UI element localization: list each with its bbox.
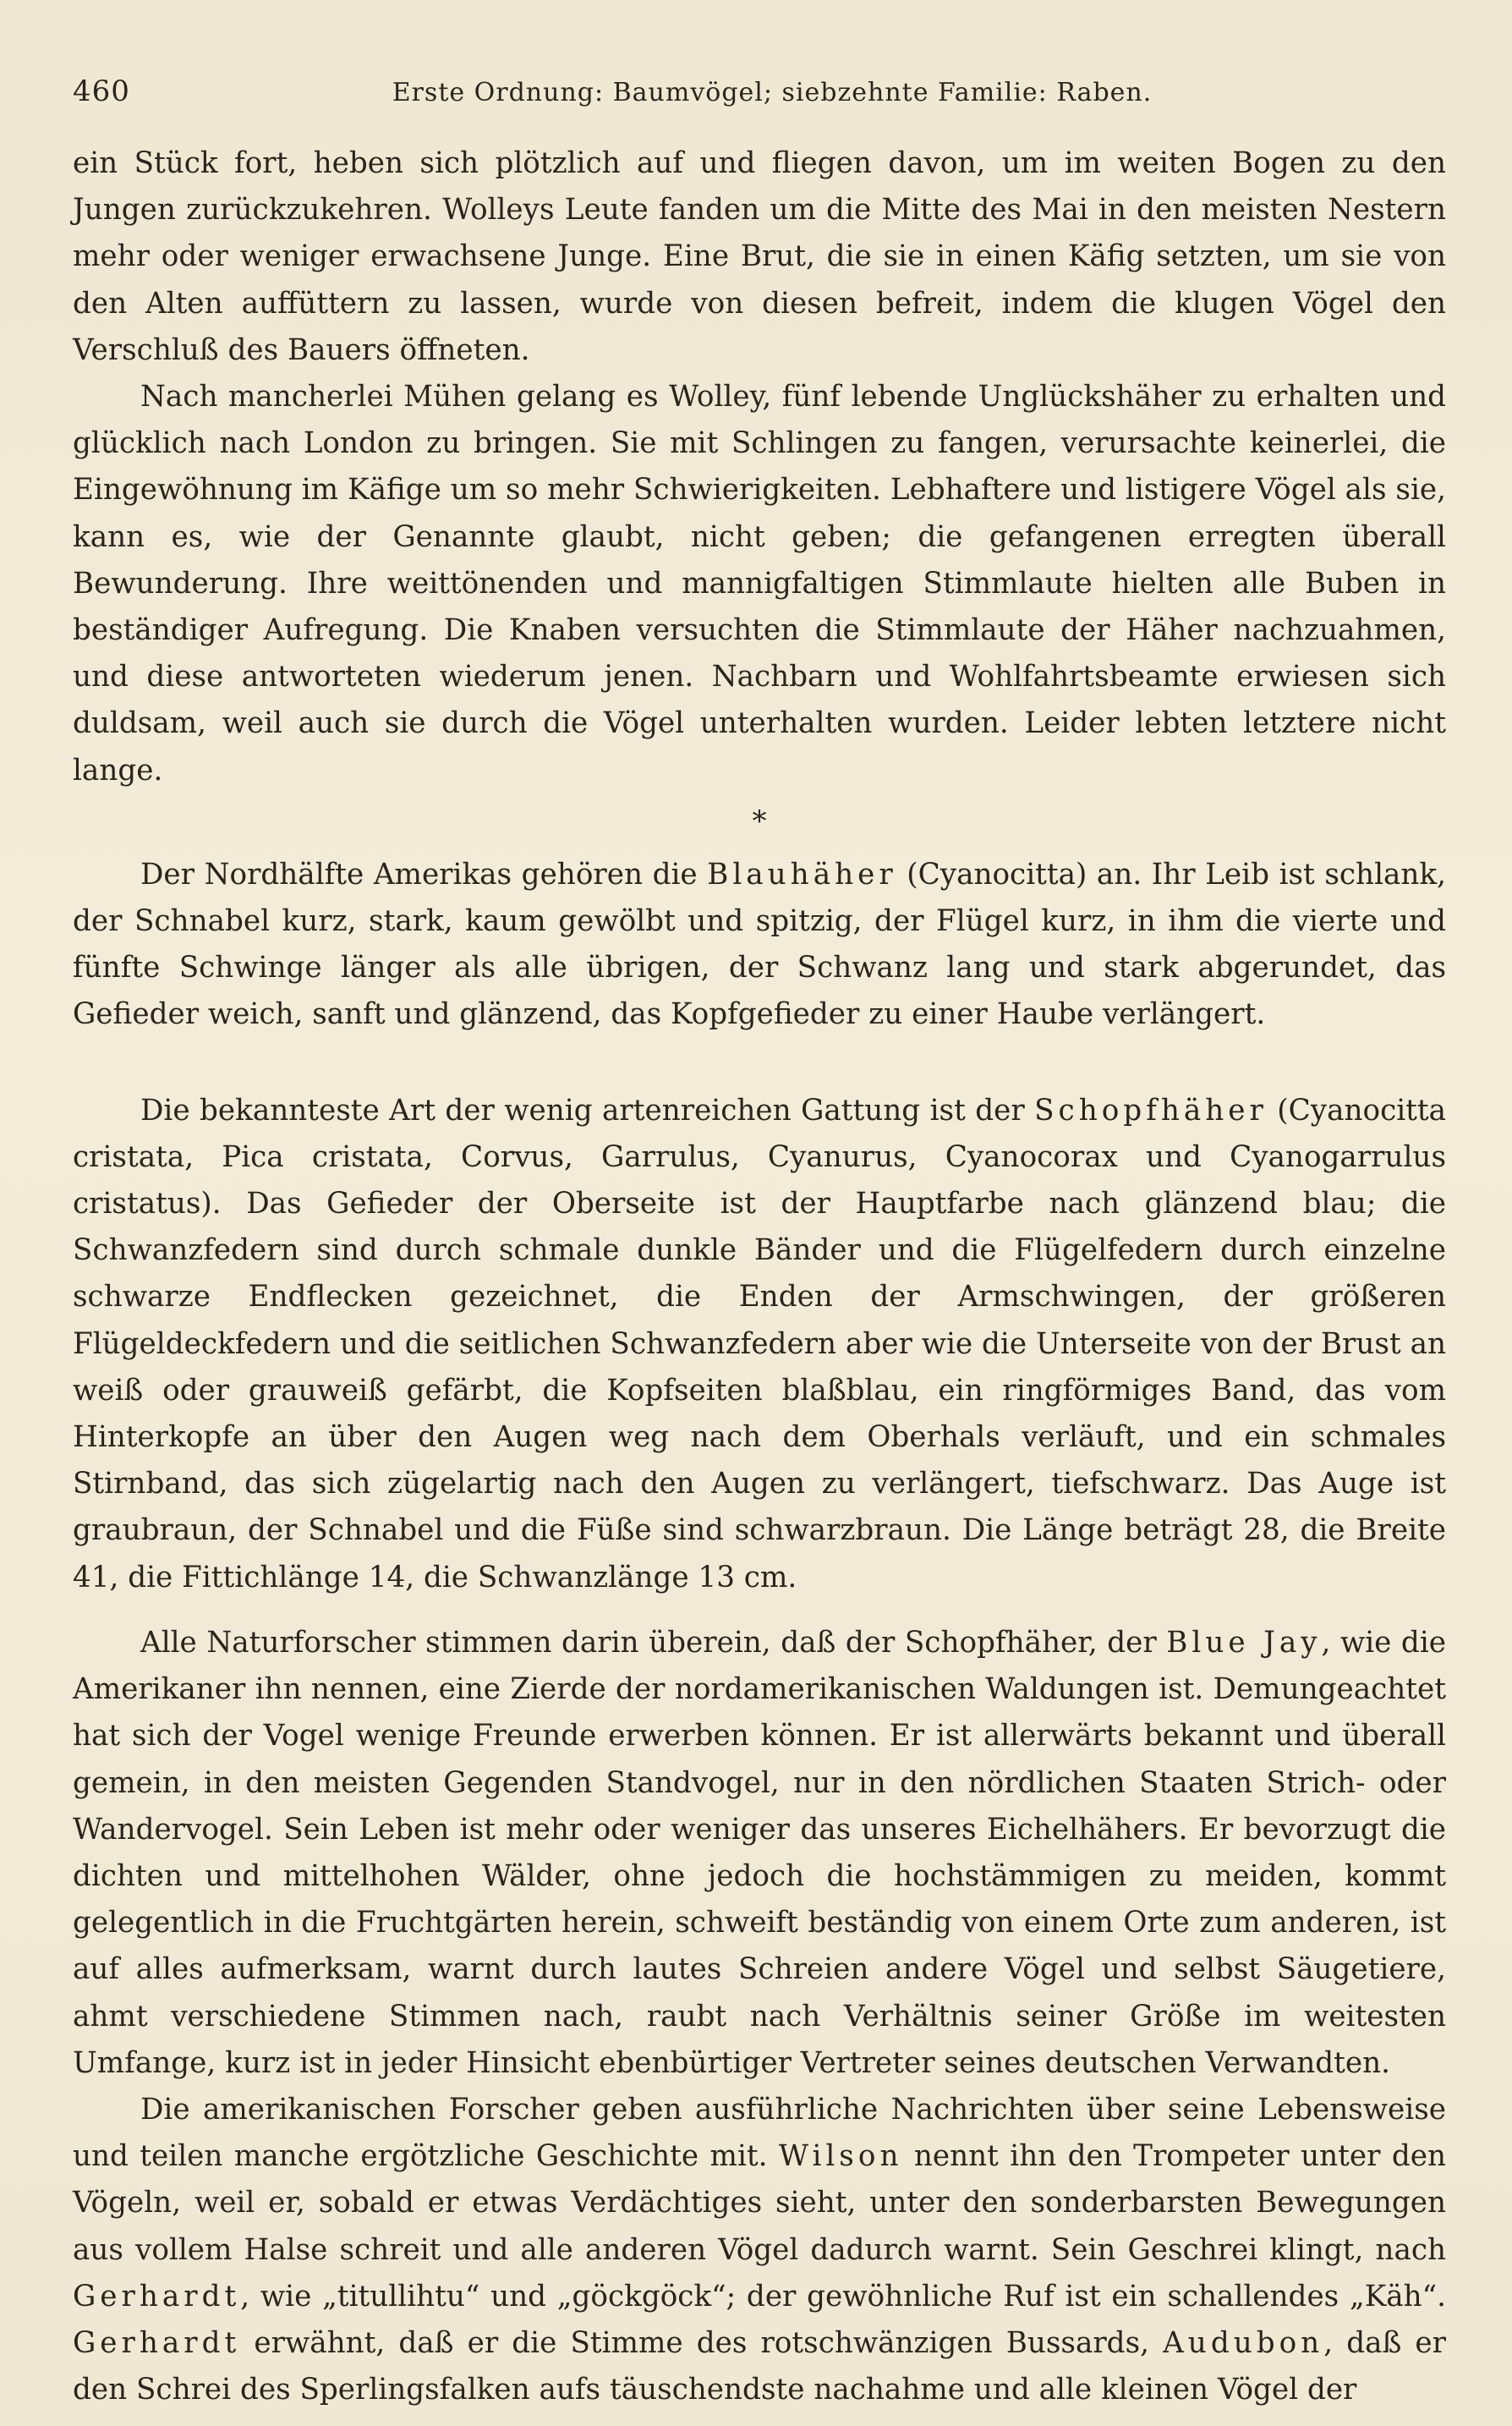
paragraph-5	[73, 1620, 1446, 2087]
paragraph-4-text-a: Die bekannteste Art der wenig artenreichen Gattung ist der	[140, 1093, 1025, 1128]
page-number: 460	[73, 74, 130, 108]
paragraph-2	[73, 374, 1446, 794]
paragraph-4	[73, 1088, 1446, 1601]
paragraph-3-text-a: Der Nordhälfte Amerikas gehören die	[140, 857, 698, 892]
paragraph-6-text-a: Die amerikanischen Forscher geben ausführliche Nachrichten über seine Lebensweise und teilen manche ergötzliche Geschichte mit.	[73, 2092, 1446, 2174]
paragraph-1	[73, 140, 1446, 374]
author-name-gerhardt: Gerhardt	[73, 2279, 241, 2313]
paragraph-2-text: Nach mancherlei Mühen gelang es Wolley, fünf lebende Unglückshäher zu erhalten und glücklich nach London zu bringen. Sie mit Schlingen zu fangen, verursachte keinerlei, die Eingewöhnung im Käfige um so mehr Schwierigkeiten. Lebhaftere und listigere Vögel als sie, kann es, wie der Genannte glaubt, nicht geben; die gefangenen erregten überall Bewunderung. Ihre weittönenden und mannigfaltigen Stimmlaute hielten alle Buben in beständiger Aufregung. Die Knaben versuchten die Stimmlaute der Häher nachzuahmen, und diese antworteten wiederum jenen. Nachbarn und Wohlfahrtsbeamte erwiesen sich duldsam, weil auch sie durch die Vögel unterhalten wurden. Leider lebten letztere nicht lange.	[73, 380, 1446, 788]
paragraph-4-text-b: (Cyanocitta cristata, Pica cristata, Corvus, Garrulus, Cyanurus, Cyanocorax und Cyanogarrulus cristatus). Das Gefieder der Oberseite ist der Hauptfarbe nach glänzend blau; die Schwanzfedern sind durch schmale dunkle Bänder und die Flügelfedern durch einzelne schwarze Endflecken gezeichnet, die Enden der Armschwingen, der größeren Flügeldeckfedern und die seitlichen Schwanzfedern aber wie die Unterseite von der Brust an weiß oder grauweiß gefärbt, die Kopfseiten blaßblau, ein ringförmiges Band, das vom Hinterkopfe an über den Augen weg nach dem Oberhals verläuft, und ein schmales Stirnband, das sich zügelartig nach den Augen zu verlängert, tiefschwarz. Das Auge ist graubraun, der Schnabel und die Füße sind schwarzbraun. Die Länge beträgt 28, die Breite 41, die Fittichlänge 14, die Schwanzlänge 13 cm.	[73, 1093, 1447, 1594]
paragraph-6	[73, 2087, 1446, 2413]
paragraph-6-text-c: , wie „titullihtu“ und „göckgöck“; der gewöhnliche Ruf ist ein schallendes „Käh“.	[240, 2279, 1446, 2313]
body-text	[73, 140, 1446, 2413]
common-name-blue-jay: Blue Jay	[1166, 1625, 1322, 1660]
author-name-audubon: Audubon	[1163, 2325, 1324, 2360]
author-name-wilson: Wilson	[778, 2139, 903, 2174]
page-header	[73, 74, 1446, 118]
paragraph-6-text-d: erwähnt, daß er die Stimme des rotschwänzigen Bussards,	[254, 2325, 1149, 2360]
paragraph-1-text: ein Stück fort, heben sich plötzlich auf und fliegen davon, um im weiten Bogen zu den Jungen zurückzukehren. Wolleys Leute fanden um die Mitte des Mai in den meisten Nestern mehr oder weniger erwachsene Junge. Eine Brut, die sie in einen Käfig setzten, um sie von den Alten auffüttern zu lassen, wurde von diesen befreit, indem die klugen Vögel den Verschluß des Bauers öffneten.	[73, 146, 1446, 367]
paragraph-6-text-e: , daß er den Schrei des Sperlingsfalken aufs täuschendste nachahme und alle kleinen Vögel der	[73, 2325, 1446, 2407]
paragraph-6-text-b: nennt ihn den Trompeter unter den Vögeln, weil er, sobald er etwas Verdächtiges sieht, unter den sonderbarsten Bewegungen aus vollem Halse schreit und alle anderen Vögel dadurch warnt. Sein Geschrei klingt, nach	[73, 2139, 1446, 2267]
paragraph-5-text-b: , wie die Amerikaner ihn nennen, eine Zierde der nordamerikanischen Waldungen ist. Demungeachtet hat sich der Vogel wenige Freunde erwerben können. Er ist allerwärts bekannt und überall gemein, in den meisten Gegenden Standvogel, nur in den nördlichen Staaten Strich- oder Wandervogel. Sein Leben ist mehr oder weniger das unseres Eichelhähers. Er bevorzugt die dichten und mittelhohen Wälder, ohne jedoch die hochstämmigen zu meiden, kommt gelegentlich in die Fruchtgärten herein, schweift beständig von einem Orte zum anderen, ist auf alles aufmerksam, warnt durch lautes Schreien andere Vögel und selbst Säugetiere, ahmt verschiedene Stimmen nach, raubt nach Verhältnis seiner Größe im weitesten Umfange, kurz ist in jeder Hinsicht ebenbürtiger Vertreter seines deutschen Verwandten.	[73, 1625, 1446, 2080]
genus-name-blauhaeher: Blauhäher	[707, 857, 897, 892]
author-name-gerhardt-2: Gerhardt	[73, 2325, 241, 2360]
section-separator: *	[752, 804, 767, 838]
species-name-schopfhaeher: Schopfhäher	[1034, 1093, 1268, 1128]
paragraph-3	[73, 852, 1446, 1039]
running-head: Erste Ordnung: Baumvögel; siebzehnte Familie: Raben.	[392, 78, 1153, 107]
paragraph-gap	[73, 1039, 1446, 1088]
paragraph-gap	[73, 1601, 1446, 1620]
paragraph-3-text-b: (Cyanocitta) an. Ihr Leib ist schlank, der Schnabel kurz, stark, kaum gewölbt und spitzig, der Flügel kurz, in ihm die vierte und fünfte Schwinge länger als alle übrigen, der Schwanz lang und stark abgerundet, das Gefieder weich, sanft und glänzend, das Kopfgefieder zu einer Haube verlängert.	[73, 857, 1446, 1032]
paragraph-5-text-a: Alle Naturforscher stimmen darin überein, daß der Schopfhäher, der	[140, 1625, 1157, 1660]
